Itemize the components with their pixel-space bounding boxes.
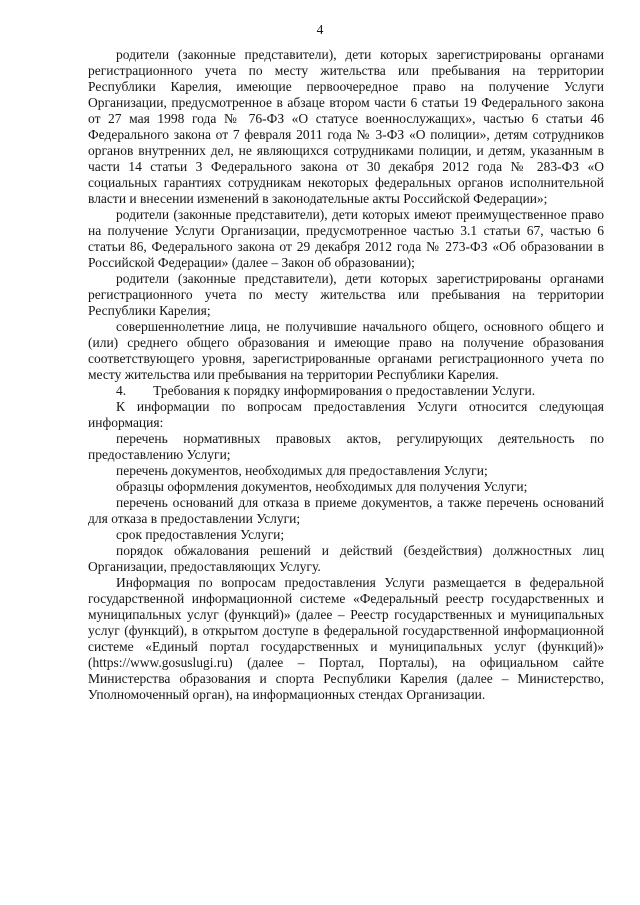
list-item-appeal-procedure: порядок обжалования решений и действий (бездействия) должностных лиц Организации, предоставляющих Услугу. <box>88 543 604 574</box>
list-item-required-documents: перечень документов, необходимых для предоставления Услуги; <box>116 463 488 478</box>
paragraph-preferential-parents: родители (законные представители), дети которых имеют преимущественное право на получение Услуги Организации, предусмотренное частью 3.1 статьи 67, частью 6 статьи 86, Федерального закона от 29 декабря 2012 года № 273-ФЗ «Об образовании в Российской Федерации» (далее – Закон об образовании); <box>88 207 604 270</box>
list-item-document-samples: образцы оформления документов, необходимых для получения Услуги; <box>116 479 528 494</box>
page-number: 4 <box>316 22 324 37</box>
section-heading-informing: 4. Требования к порядку информирования о предоставлении Услуги. <box>116 383 536 398</box>
list-item-refusal-grounds: перечень оснований для отказа в приеме документов, а также перечень оснований для отказа в предоставлении Услуги; <box>88 495 604 526</box>
paragraph-information-placement: Информация по вопросам предоставления Услуги размещается в федеральной государственной информационной системе «Федеральный реестр государственных и муниципальных услуг (функций)» (далее – Реестр государственных и муниципальных услуг (функций), в открытом доступе в федеральной государственной информационной системе «Единый портал государственных и муниципальных услуг (функций)» (https://www.gosuslugi.ru) (далее – Портал, Порталы), на официальном сайте Министерства образования и спорта Республики Карелия (далее – Министерство, Уполномоченный орган), на информационных стендах Организации. <box>88 575 604 702</box>
paragraph-adult-persons: совершеннолетние лица, не получившие начального общего, основного общего и (или) среднего общего образования и имеющие право на получение образования соответствующего уровня, зарегистрированные органами регистрационного учета по месту жительства или пребывания на территории Республики Карелия. <box>88 319 604 382</box>
document-body <box>88 47 604 703</box>
list-item-legal-acts: перечень нормативных правовых актов, регулирующих деятельность по предоставлению Услуги; <box>88 431 604 462</box>
list-item-service-term: срок предоставления Услуги; <box>116 527 285 542</box>
paragraph-registered-parents: родители (законные представители), дети которых зарегистрированы органами регистрационного учета по месту жительства или пребывания на территории Республики Карелия; <box>88 271 604 318</box>
paragraph-information-intro: К информации по вопросам предоставления Услуги относится следующая информация: <box>88 399 604 430</box>
paragraph-priority-parents: родители (законные представители), дети которых зарегистрированы органами регистрационного учета по месту жительства или пребывания на территории Республики Карелия, имеющие первоочередное право на получение Услуги Организации, предусмотренное в абзаце втором части 6 статьи 19 Федерального закона от 27 мая 1998 года № 76-ФЗ «О статусе военнослужащих», частью 6 статьи 46 Федерального закона от 7 февраля 2011 года № 3-ФЗ «О полиции», детям сотрудников органов внутренних дел, не являющихся сотрудниками полиции, и детям, указанным в части 14 статьи 3 Федерального закона от 30 декабря 2012 года № 283-ФЗ «О социальных гарантиях сотрудникам некоторых федеральных органов исполнительной власти и внесении изменений в законодательные акты Российской Федерации»; <box>88 47 604 206</box>
